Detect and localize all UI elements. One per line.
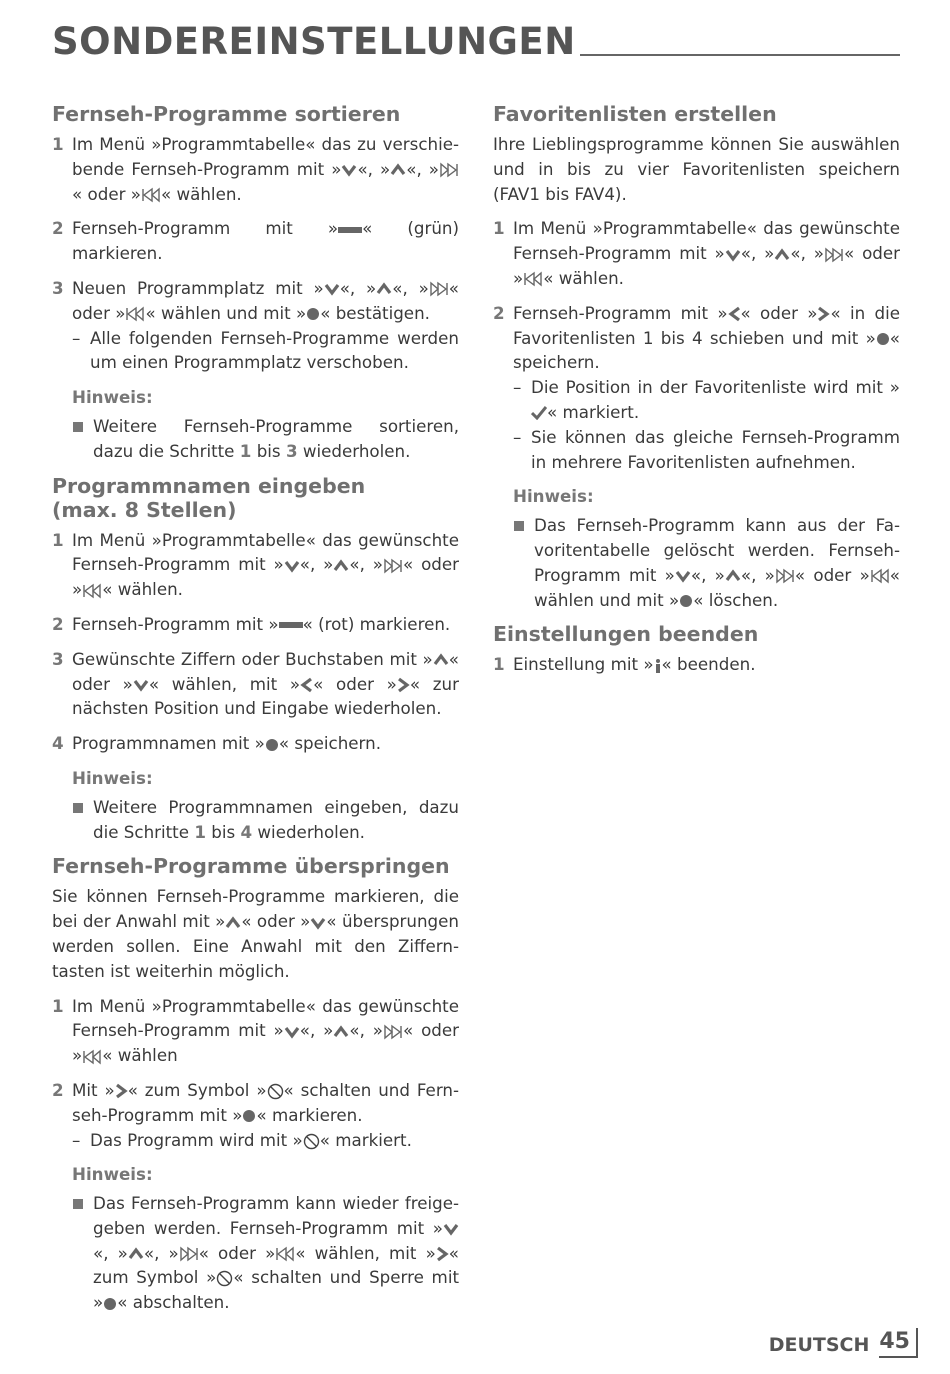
page-forward-icon <box>824 247 844 263</box>
step-1: 1 Im Menü »Programmtabelle« das zu verschiebende Fernseh-Programm mit » «, » «, » « oder » « wählen. <box>52 134 459 204</box>
title-rule <box>580 54 900 56</box>
step-1: 1 Einstellung mit » « beenden. <box>493 652 900 677</box>
page-back-icon <box>870 568 890 584</box>
page-back-icon <box>523 271 543 287</box>
step-number: 1 <box>52 995 64 1016</box>
step-number: 1 <box>52 529 64 550</box>
step-2: 2 Fernseh-Programm mit » « (grün) markieren. <box>52 218 459 264</box>
page-back-icon <box>82 583 102 599</box>
section-sort <box>52 102 459 464</box>
intro-text: Sie können Fernseh-Programme markieren, die bei der Anwahl mit » « oder » « übersprungen werden sollen. Eine Anwahl mit den Zifferntasten ist weiterhin möglich. <box>52 886 459 981</box>
hint-title: Hinweis: <box>72 1164 153 1185</box>
chevron-up-icon <box>774 248 790 262</box>
hint-item: Das Fernseh-Programm kann aus der Favoritentabelle gelöscht werden. Fernseh-Programm mit » «, » «, » « oder » « wählen und mit » « löschen. <box>513 513 900 612</box>
step-number: 4 <box>52 733 64 754</box>
chevron-left-icon <box>300 677 313 693</box>
hint-title: Hinweis: <box>72 767 153 788</box>
bullet-square-icon <box>514 521 524 531</box>
page-back-icon <box>82 1049 102 1065</box>
color-key-bar-icon <box>279 620 303 630</box>
page-forward-icon <box>179 1246 199 1262</box>
page-forward-icon <box>429 281 449 297</box>
page-back-icon <box>125 306 145 322</box>
step-number: 2 <box>493 302 505 323</box>
chevron-down-icon <box>725 248 741 262</box>
ok-dot-icon <box>103 1297 117 1311</box>
section-skip <box>52 854 459 1315</box>
page-back-icon <box>275 1246 295 1262</box>
ok-dot-icon <box>306 307 320 321</box>
chevron-left-icon <box>728 306 741 322</box>
chevron-up-icon <box>333 1025 349 1039</box>
ok-dot-icon <box>876 332 890 346</box>
chevron-up-icon <box>333 559 349 573</box>
chevron-down-icon <box>133 678 149 692</box>
chevron-up-icon <box>433 653 449 667</box>
color-key-bar-icon <box>338 225 362 235</box>
step-4: 4 Programmnamen mit » « speichern. <box>52 731 459 756</box>
blocked-symbol-icon <box>303 1133 320 1150</box>
step-2: 2 Fernseh-Programm mit » « (rot) markieren. <box>52 612 459 637</box>
hint-box <box>52 766 459 844</box>
step-1: 1 Im Menü »Programmtabelle« das gewünschte Fernseh-Programm mit » «, » «, » « oder » « wählen. <box>493 218 901 288</box>
ok-dot-icon <box>242 1109 256 1123</box>
page-forward-icon <box>775 568 795 584</box>
chevron-up-icon <box>128 1247 144 1261</box>
section-heading: Fernseh-Programme überspringen <box>52 854 450 879</box>
chevron-down-icon <box>284 559 300 573</box>
page-forward-icon <box>383 558 403 574</box>
section-heading: Fernseh-Programme sortieren <box>52 102 401 126</box>
hint-item: Weitere Fernseh-Programme sortieren, dazu die Schritte 1 bis 3 wiederholen. <box>72 414 459 464</box>
checkmark-icon <box>531 406 547 420</box>
bullet-square-icon <box>73 1199 83 1209</box>
sub-note: – Sie können das gleiche Fernseh-Programm in mehrere Favoritenlisten aufnehmen. <box>513 426 900 472</box>
step-number: 2 <box>52 1079 64 1100</box>
hint-box <box>493 484 900 612</box>
bullet-square-icon <box>73 422 83 432</box>
left-column <box>52 102 459 1325</box>
chevron-down-icon <box>324 282 340 296</box>
ok-dot-icon <box>679 594 693 608</box>
step-number: 2 <box>52 613 64 634</box>
bullet-square-icon <box>73 803 83 813</box>
blocked-symbol-icon <box>267 1083 284 1100</box>
page-header <box>52 22 900 62</box>
step-number: 2 <box>52 218 64 239</box>
chevron-up-icon <box>376 282 392 296</box>
blocked-symbol-icon <box>216 1270 233 1287</box>
chevron-up-icon <box>225 916 241 930</box>
step-number: 3 <box>52 648 64 669</box>
step-3: 3 Neuen Programmplatz mit » «, » «, » « oder » « wählen und mit » « bestätigen. – Alle folgenden Fernseh-Programme werden um einen Programmplatz verschoben. <box>52 276 459 375</box>
section-program-names <box>52 474 459 845</box>
section-finish <box>493 622 900 677</box>
page-forward-icon <box>383 1024 403 1040</box>
chevron-up-icon <box>390 163 406 177</box>
section-heading: Favoritenlisten erstellen <box>493 102 777 126</box>
chevron-right-icon <box>817 306 830 322</box>
section-heading: Programmnamen eingeben (max. 8 Stellen) <box>52 473 366 522</box>
page-number: 45 <box>879 1328 918 1358</box>
chevron-down-icon <box>310 916 326 930</box>
chevron-right-icon <box>115 1083 128 1099</box>
step-number: 1 <box>493 218 505 239</box>
page-back-icon <box>141 187 161 203</box>
step-number: 1 <box>493 654 505 675</box>
page-forward-icon <box>439 162 459 178</box>
step-2: 2 Fernseh-Programm mit » « oder » « in die Favoritenlisten 1 bis 4 schieben und mit » « speichern. – Die Position in der Favoritenliste wird mit » « markiert. – Sie können das gleiche Fernseh-Programm in mehrere Favoritenlisten aufnehmen. <box>493 301 900 475</box>
step-1: 1 Im Menü »Programmtabelle« das gewünschte Fernseh-Programm mit » «, » «, » « oder » « wählen <box>52 995 460 1066</box>
chevron-up-icon <box>725 569 741 583</box>
hint-title: Hinweis: <box>513 486 594 507</box>
sub-note: – Das Programm wird mit » « markiert. <box>72 1129 412 1150</box>
info-icon <box>654 658 662 674</box>
step-2: 2 Mit » « zum Symbol » « schalten und Fernseh-Programm mit » « markieren. – Das Programm wird mit » « markiert. <box>52 1078 459 1152</box>
page-title: SONDEREINSTELLUNGEN <box>52 20 576 63</box>
page-footer <box>769 1328 918 1358</box>
chevron-down-icon <box>675 569 691 583</box>
ok-dot-icon <box>265 738 279 752</box>
footer-language: DEUTSCH <box>768 1334 870 1356</box>
step-3: 3 Gewünschte Ziffern oder Buchstaben mit » « oder » « wählen, mit » « oder » « zur nächsten Position und Eingabe wiederholen. <box>52 648 459 719</box>
intro-text: Ihre Lieblingsprogramme können Sie auswählen und in bis zu vier Favoritenlisten speichern (FAV1 bis FAV4). <box>493 134 900 204</box>
step-number: 3 <box>52 277 64 298</box>
hint-box <box>52 1162 459 1315</box>
hint-item: Weitere Programmnamen eingeben, dazu die Schritte 1 bis 4 wiederholen. <box>72 795 459 845</box>
hint-box <box>52 385 459 463</box>
step-number: 1 <box>52 134 64 154</box>
sub-note: – Alle folgenden Fernseh-Programme werden um einen Programmplatz verschoben. <box>72 327 459 373</box>
right-column <box>493 102 900 687</box>
sub-note: – Die Position in der Favoritenliste wird mit » « markiert. <box>513 377 900 422</box>
section-heading: Einstellungen beenden <box>493 622 759 647</box>
hint-item: Das Fernseh-Programm kann wieder freigegeben werden. Fernseh-Programm mit » «, » «, » « oder » « wählen, mit » « zum Symbol » « schalten und Sperre mit » « abschalten. <box>72 1191 459 1315</box>
section-favorites <box>493 102 900 612</box>
chevron-right-icon <box>436 1246 449 1262</box>
chevron-down-icon <box>443 1222 459 1236</box>
chevron-right-icon <box>397 677 410 693</box>
hint-title: Hinweis: <box>72 387 153 408</box>
step-1: 1 Im Menü »Programmtabelle« das gewünschte Fernseh-Programm mit » «, » «, » « oder » « wählen. <box>52 529 460 600</box>
chevron-down-icon <box>341 163 357 177</box>
chevron-down-icon <box>284 1025 300 1039</box>
